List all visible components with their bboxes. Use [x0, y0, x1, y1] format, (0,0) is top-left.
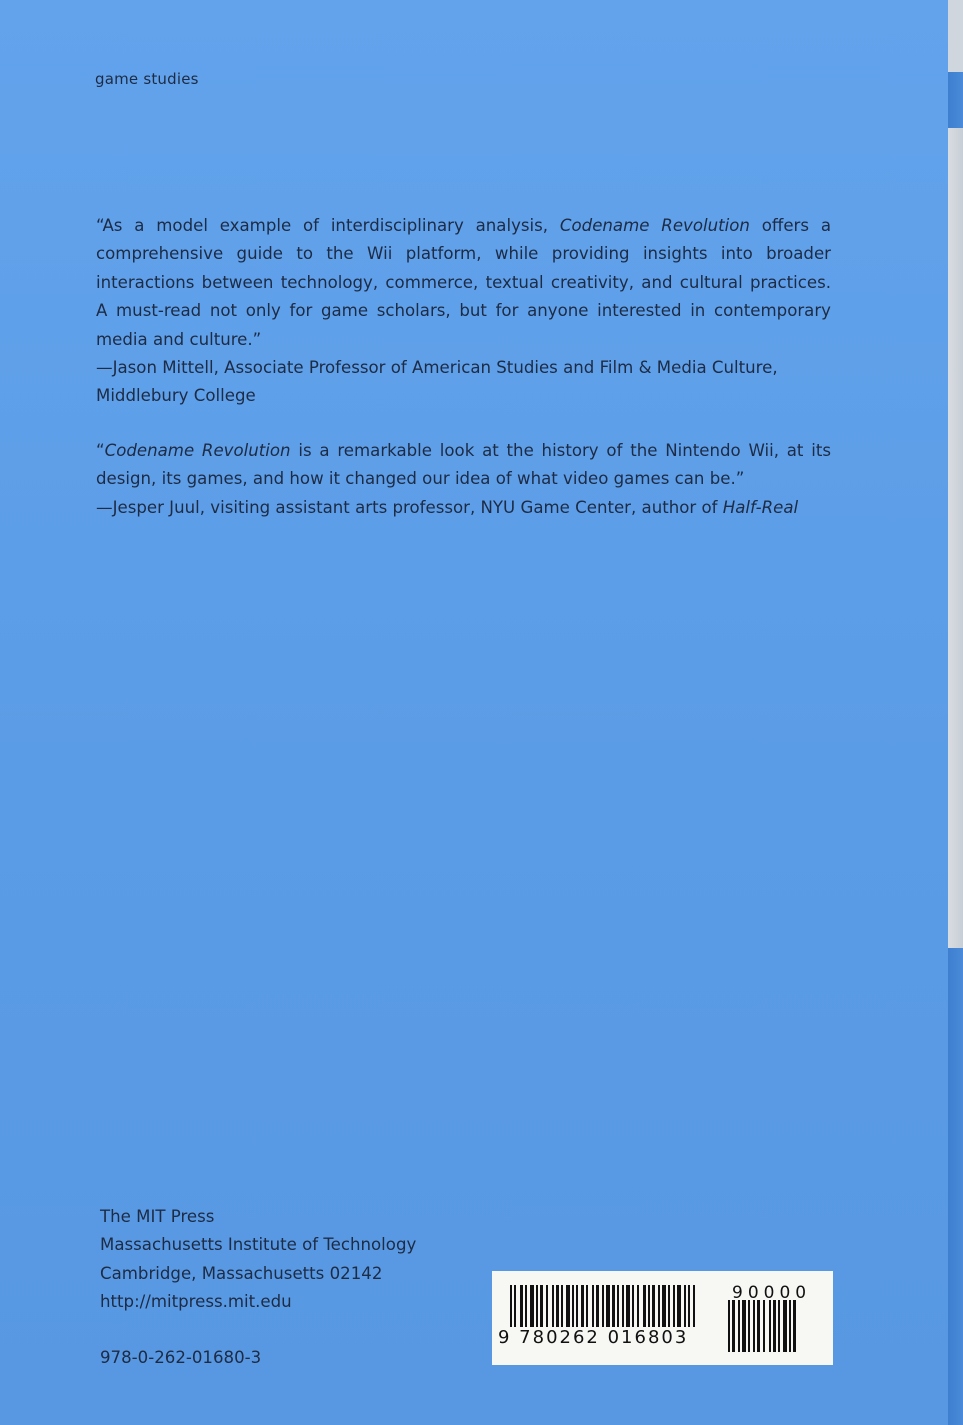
- blurb-juul: [96, 437, 831, 522]
- quote-lead: “: [96, 441, 105, 460]
- publisher-url: http://mitpress.mit.edu: [100, 1292, 292, 1312]
- spine-background-gap: [948, 128, 963, 948]
- attribution-text: —Jason Mittell, Associate Professor of American Studies and Film & Media Culture, Middlebury College: [96, 358, 778, 406]
- spine-background-top: [948, 0, 963, 72]
- series-label: game studies: [95, 70, 199, 88]
- quote-lead: “As a model example of interdisciplinary analysis,: [96, 216, 560, 235]
- isbn-number: 978-0-262-01680-3: [100, 1348, 262, 1367]
- barcode: [492, 1271, 833, 1365]
- barcode-digits: 9 780262 016803: [496, 1327, 710, 1348]
- barcode-bar: [793, 1300, 796, 1352]
- barcode-bar: [783, 1300, 787, 1352]
- quote-text: is a remarkable look at the history of the Nintendo Wii, at its design, its games, and how it changed our idea of what video games can be.”: [96, 441, 831, 489]
- publisher-name: The MIT Press: [100, 1207, 215, 1226]
- barcode-bar: [773, 1300, 776, 1352]
- barcode-bar: [732, 1300, 735, 1352]
- quote-book-title: Codename Revolution: [559, 216, 750, 235]
- barcode-bar: [738, 1300, 740, 1352]
- publisher-institution: Massachusetts Institute of Technology: [100, 1235, 417, 1255]
- attribution-title: Half-Real: [722, 497, 799, 517]
- barcode-bar: [742, 1300, 746, 1352]
- barcode-bar: [757, 1300, 760, 1352]
- barcode-bar: [728, 1300, 730, 1352]
- quote-book-title: Codename Revolution: [104, 441, 291, 460]
- barcode-bar: [789, 1300, 791, 1352]
- blurb-mittell: [96, 212, 831, 411]
- attribution: [96, 354, 831, 411]
- barcode-bar: [778, 1300, 780, 1352]
- barcode-bar: [748, 1300, 750, 1352]
- publisher-address: Cambridge, Massachusetts 02142: [100, 1263, 383, 1283]
- barcode-bar: [763, 1300, 765, 1352]
- quote-text: offers a comprehensive guide to the Wii platform, while providing insights into broader interactions between technology, commerce, textual creativity, and cultural practices. A must-read not only for game scholars, but for anyone interested in contemporary media and culture.”: [96, 216, 831, 349]
- addon-barcode-bars: [728, 1300, 824, 1352]
- publisher-block: [100, 1203, 416, 1317]
- barcode-addon-digits: 90000: [732, 1283, 812, 1303]
- barcode-bar: [769, 1300, 771, 1352]
- attribution: [96, 494, 831, 522]
- attribution-text: —Jesper Juul, visiting assistant arts professor, NYU Game Center, author of: [96, 497, 723, 517]
- barcode-bar: [753, 1300, 755, 1352]
